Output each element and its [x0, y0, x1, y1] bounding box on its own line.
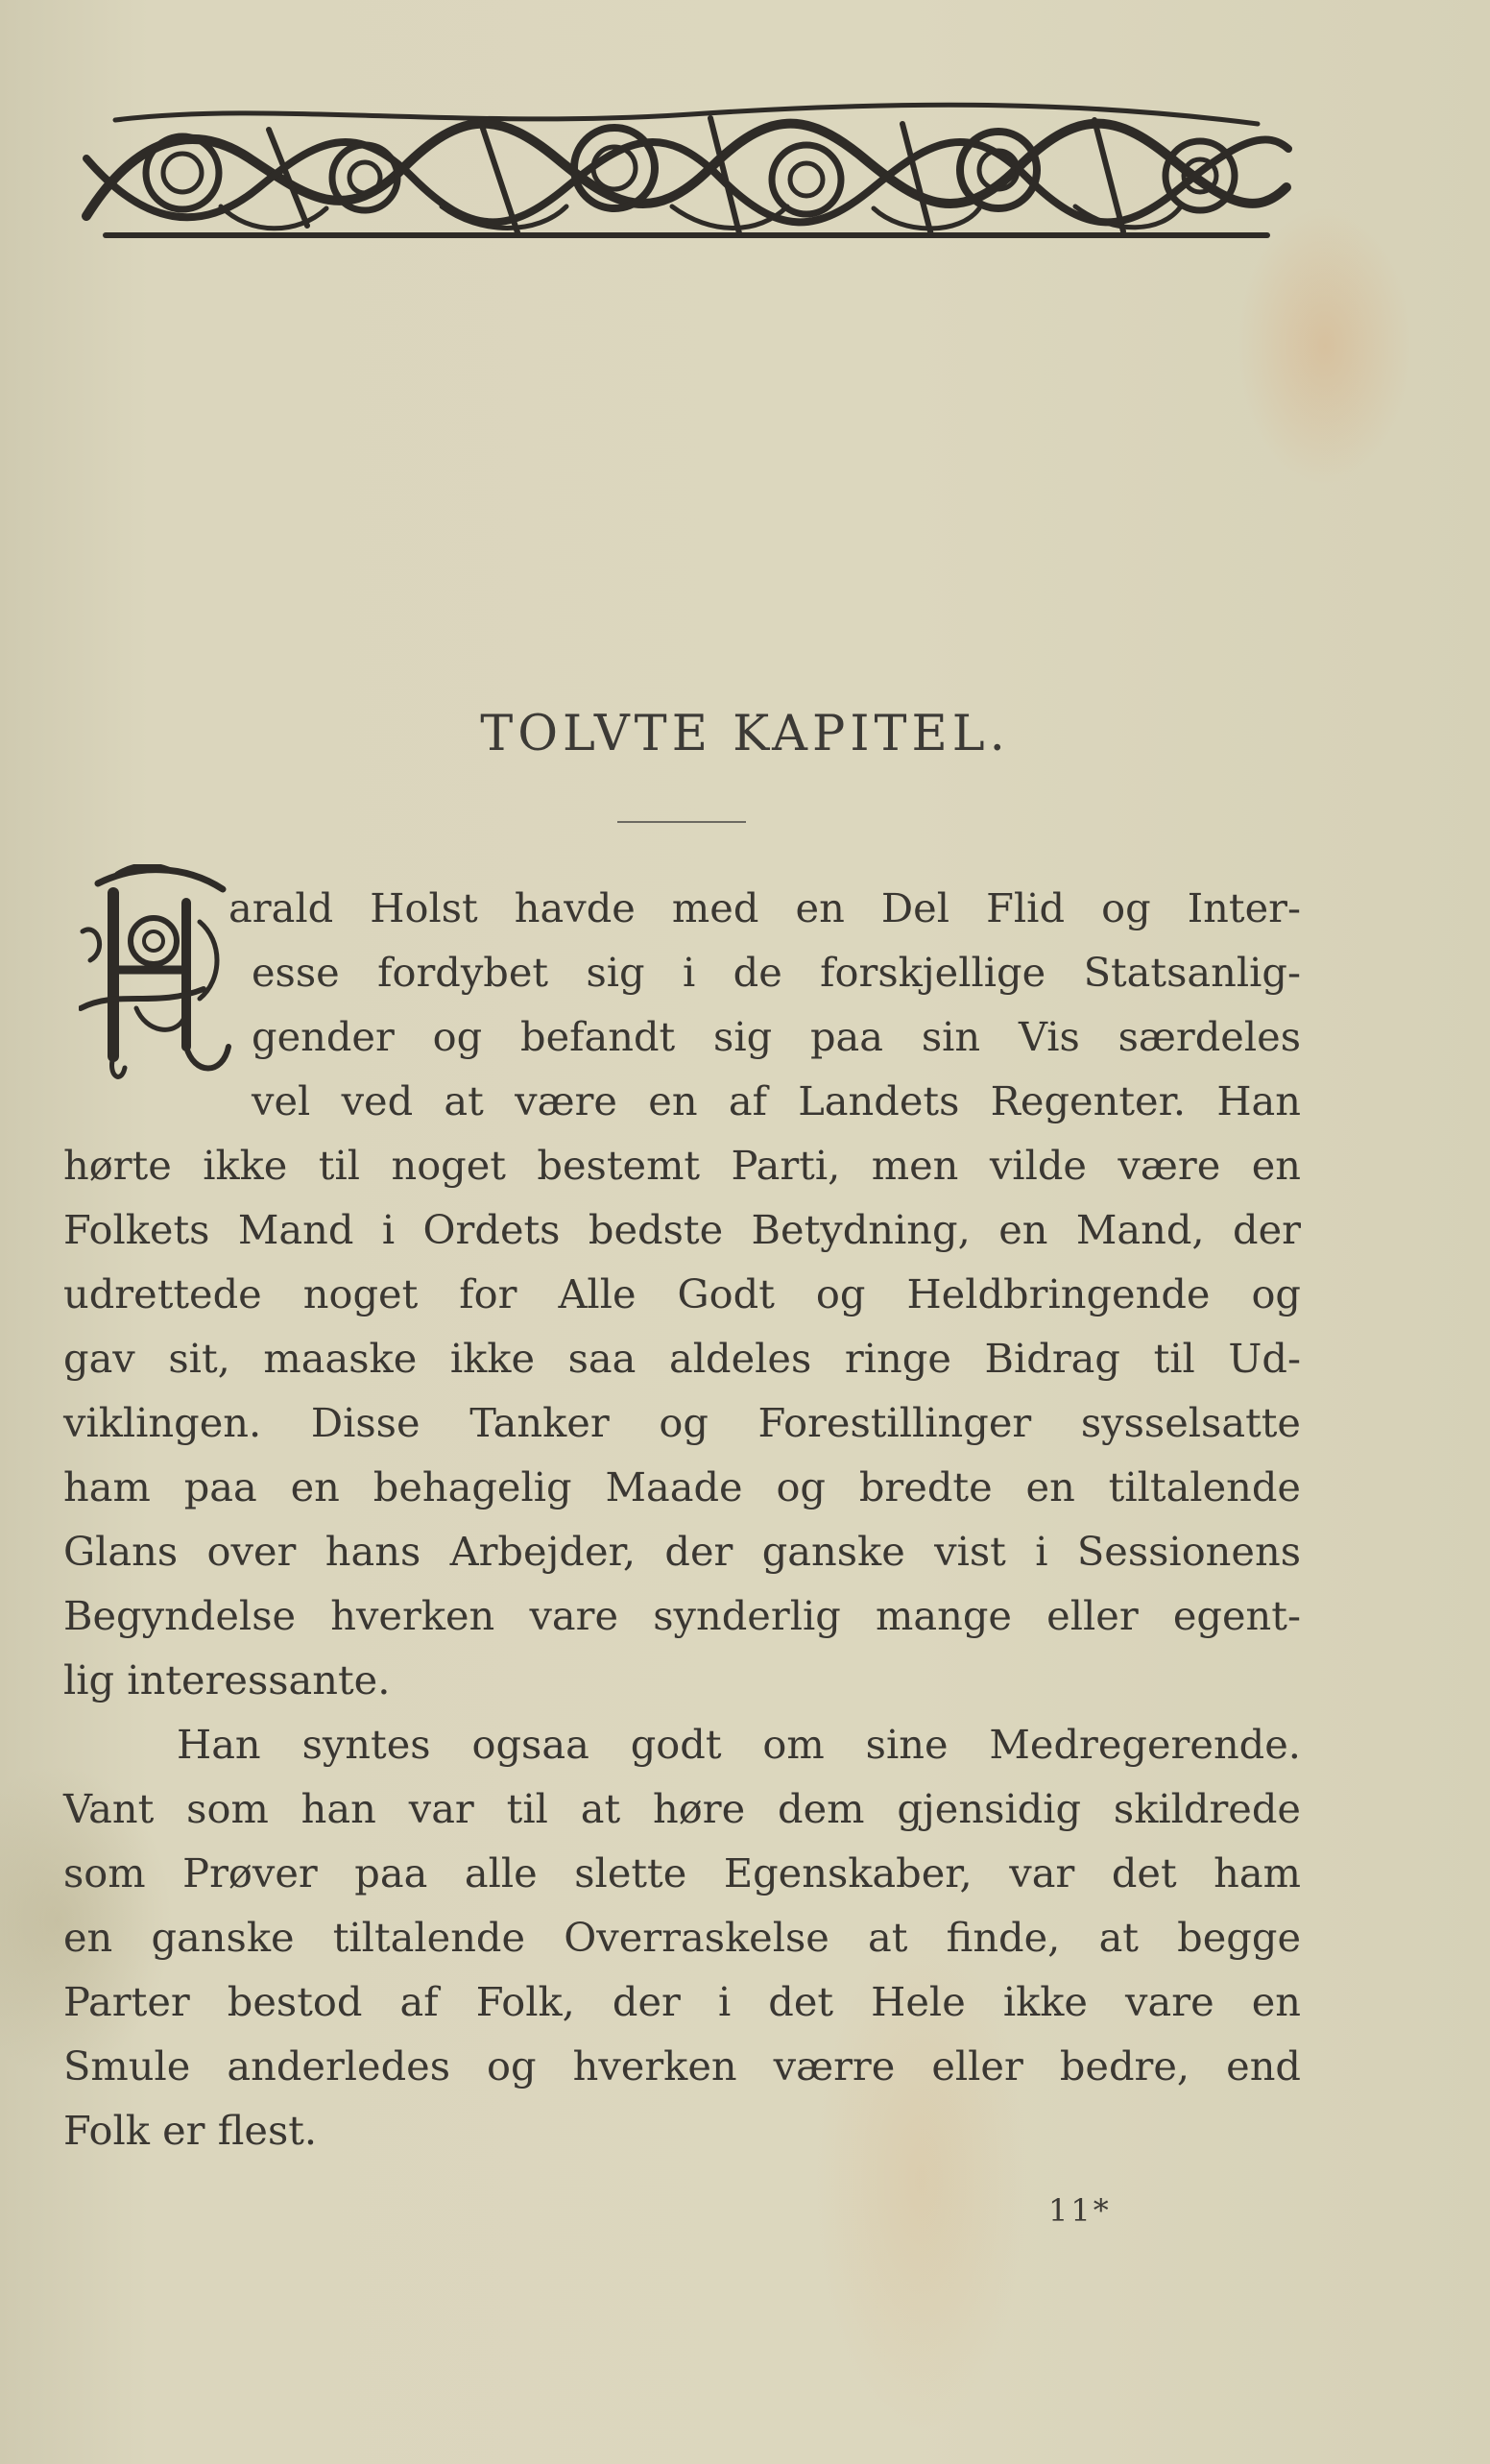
title-rule — [617, 821, 746, 823]
text-line: gender og befandt sig paa sin Vis særdeles — [252, 1013, 1301, 1060]
text-line: Han syntes ogsaa godt om sine Medregerende. — [177, 1721, 1301, 1768]
text-line: udrettede noget for Alle Godt og Heldbringende og — [63, 1270, 1301, 1317]
text-line: Folkets Mand i Ordets bedste Betydning, en Mand, der — [63, 1206, 1301, 1253]
text-line: vel ved at være en af Landets Regenter. Han — [252, 1077, 1301, 1124]
text-line: esse fordybet sig i de forskjellige Statsanlig- — [252, 949, 1301, 996]
text-line: arald Holst havde med en Del Flid og Inter- — [228, 884, 1301, 931]
text-line: Smule anderledes og hverken værre eller bedre, end — [63, 2042, 1301, 2090]
text-line: Parter bestod af Folk, der i det Hele ikke vare en — [63, 1978, 1301, 2025]
text-line: Begyndelse hverken vare synderlig mange eller egent- — [63, 1592, 1301, 1639]
signature-mark: 11* — [1048, 2192, 1112, 2229]
text-line: ham paa en behagelig Maade og bredte en tiltalende — [63, 1463, 1301, 1510]
text-line: hørte ikke til noget bestemt Parti, men vilde være en — [63, 1142, 1301, 1189]
decorated-initial-h-icon — [79, 864, 232, 1087]
text-line: som Prøver paa alle slette Egenskaber, var det ham — [63, 1849, 1301, 1896]
knotwork-border-icon — [77, 101, 1296, 245]
text-line: lig interessante. — [63, 1656, 391, 1703]
chapter-title: TOLVTE KAPITEL. — [480, 706, 1010, 762]
text-line: gav sit, maaske ikke saa aldeles ringe Bidrag til Ud- — [63, 1335, 1301, 1382]
text-line: Folk er flest. — [63, 2107, 318, 2154]
text-line: en ganske tiltalende Overraskelse at finde, at begge — [63, 1914, 1301, 1961]
text-line: Vant som han var til at høre dem gjensidig skildrede — [63, 1785, 1301, 1832]
text-line: Glans over hans Arbejder, der ganske vist i Sessionens — [63, 1528, 1301, 1575]
text-line: viklingen. Disse Tanker og Forestillinger sysselsatte — [63, 1399, 1301, 1446]
